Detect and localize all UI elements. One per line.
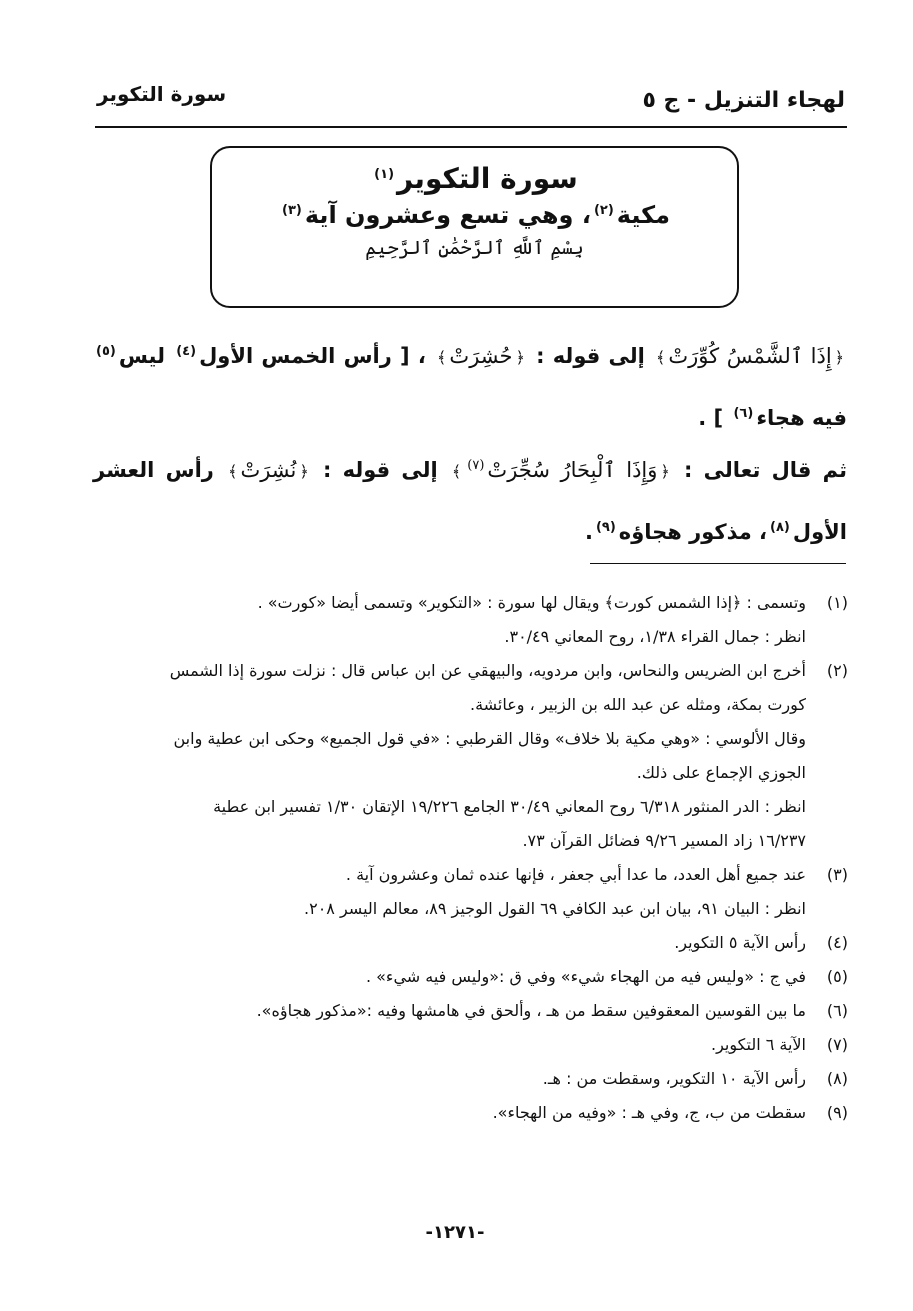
- surah-name-header: سورة التكوير: [97, 82, 227, 106]
- quran-quote-1: ﴿إِذَا ٱلشَّمْسُ كُوِّرَتْ﴾: [656, 344, 845, 368]
- footnote-line: وتسمى : ﴿إذا الشمس كورت﴾ ويقال لها سورة : «التكوير» وتسمى أيضا «كورت» .: [257, 593, 806, 612]
- footnote-ref-4: (٤): [176, 344, 197, 359]
- book-title: لهجاء التنزيل - ج ٥: [642, 88, 845, 113]
- footnote-ref-3: (٣): [282, 203, 302, 218]
- ornament-close: ﴾: [228, 462, 238, 481]
- ornament-open: ﴿: [834, 348, 845, 367]
- footnote-line: كورت بمكة، ومثله عن عبد الله بن الزبير ، وعائشة.: [469, 695, 806, 714]
- footnote-line: ١٦/٢٣٧ زاد المسير ٩/٢٦ فضائل القرآن ٧٣.: [522, 831, 806, 850]
- footnote-number: (٩): [826, 1103, 848, 1122]
- footnote-line: انظر : الدر المنثور ٦/٣١٨ روح المعاني ٣٠/٤٩ الجامع ١٩/٢٢٦ الإتقان ١/٣٠ تفسير ابن عطية: [213, 797, 806, 816]
- footnote-ref-7: (٧): [467, 458, 485, 473]
- paragraph-text: فيه هجاء: [756, 406, 847, 430]
- paragraph-text: ، [ رأس الخمس الأول: [199, 344, 426, 368]
- footnotes: [80, 586, 848, 1130]
- ornament-open: ﴿: [660, 462, 670, 481]
- paragraph-text: ثم قال تعالى :: [683, 458, 847, 482]
- paragraph-text: إلى قوله :: [536, 344, 645, 368]
- quran-quote-4: ﴿نُشِرَتْ﴾: [228, 458, 309, 482]
- running-head: [95, 78, 847, 128]
- page-number: -١٢٧١-: [425, 1222, 485, 1243]
- ornament-open: ﴿: [515, 348, 525, 367]
- footnote-line: رأس الآية ٥ التكوير.: [674, 933, 806, 952]
- footnote-line: ما بين القوسين المعقوفين سقط من هـ ، وألحق في هامشها وفيه :«مذكور هجاؤه».: [256, 1001, 806, 1020]
- paragraph-text: ، مذكور هجاؤه: [618, 520, 768, 544]
- paragraph-text: ] .: [698, 406, 724, 430]
- verse-count: ، وهي تسع وعشرون آية: [304, 201, 591, 229]
- footnote-line: وقال الألوسي : «وهي مكية بلا خلاف» وقال القرطبي : «في قول الجميع» وحكى ابن عطية وابن: [173, 729, 806, 748]
- quran-quote-3: ﴿وَإِذَا ٱلْبِحَارُ سُجِّرَتْ$^{(٧)}$﴾: [451, 458, 670, 482]
- ornament-close: ﴾: [451, 462, 462, 481]
- paragraph-1: [93, 324, 847, 446]
- ornament-close: ﴾: [656, 348, 666, 367]
- footnote-ref-8: (٨): [770, 520, 790, 535]
- paragraph-text: .: [584, 520, 593, 544]
- surah-title-text: سورة التكوير: [397, 162, 578, 195]
- footnote-line: أخرج ابن الضريس والنحاس، وابن مردويه، والبيهقي عن ابن عباس قال : نزلت سورة إذا الشمس: [169, 661, 806, 680]
- paragraph-text: رأس العشر الأول: [93, 458, 847, 544]
- basmala: بِسْمِ ٱللَّهِ ٱلرَّحْمَٰنِ ٱلرَّحِيمِ: [365, 237, 584, 259]
- footnote-4: [80, 926, 848, 960]
- footnote-ref-2: (٢): [593, 203, 614, 218]
- footnote-5: [80, 960, 848, 994]
- footnote-line: رأس الآية ١٠ التكوير، وسقطت من : هـ.: [542, 1069, 806, 1088]
- footnote-ref-6: (٦): [733, 406, 754, 421]
- footnote-8: [80, 1062, 848, 1096]
- footnote-line: الجوزي الإجماع على ذلك.: [636, 763, 806, 782]
- footnote-line: انظر : البيان ٩١، بيان ابن عبد الكافي ٦٩ القول الوجيز ٨٩، معالم اليسر ٢٠٨.: [304, 899, 806, 918]
- footnote-ref-5: (٥): [96, 344, 116, 359]
- footnote-1: [80, 586, 848, 654]
- paragraph-2: [93, 438, 847, 560]
- footnote-separator: [590, 563, 846, 564]
- footnote-line: عند جميع أهل العدد، ما عدا أبي جعفر ، فإنها عنده ثمان وعشرون آية .: [345, 865, 806, 884]
- footnote-3: [80, 858, 848, 926]
- quran-quote-2: ﴿حُشِرَتْ﴾: [437, 344, 525, 368]
- footnote-number: (١): [826, 593, 848, 612]
- footnote-number: (٦): [826, 1001, 848, 1020]
- paragraph-text: إلى قوله :: [322, 458, 438, 482]
- surah-info: [212, 201, 737, 229]
- surah-title: [212, 162, 737, 195]
- footnote-number: (٨): [826, 1069, 848, 1088]
- footnote-2: [80, 654, 848, 858]
- makkiyya-label: مكية: [616, 201, 670, 229]
- footnote-line: انظر : جمال القراء ١/٣٨، روح المعاني ٣٠/٤٩.: [504, 627, 806, 646]
- footnote-ref-1: (١): [374, 166, 395, 182]
- footnote-number: (٢): [826, 661, 848, 680]
- footnote-number: (٥): [826, 967, 848, 986]
- ornament-open: ﴿: [299, 462, 309, 481]
- footnote-number: (٤): [826, 933, 848, 952]
- footnote-ref-9: (٩): [595, 520, 616, 535]
- footnote-line: في ج : «وليس فيه من الهجاء شيء» وفي ق :«وليس فيه شيء» .: [365, 967, 806, 986]
- ornament-close: ﴾: [437, 348, 447, 367]
- footnote-9: [80, 1096, 848, 1130]
- surah-title-box: [210, 146, 739, 308]
- paragraph-text: ليس: [118, 344, 165, 368]
- footnote-line: سقطت من ب، ج، وفي هـ : «وفيه من الهجاء».: [492, 1103, 806, 1122]
- footnote-number: (٣): [826, 865, 848, 884]
- footnote-7: [80, 1028, 848, 1062]
- footnote-number: (٧): [826, 1035, 848, 1054]
- footnote-line: الآية ٦ التكوير.: [711, 1035, 806, 1054]
- footnote-6: [80, 994, 848, 1028]
